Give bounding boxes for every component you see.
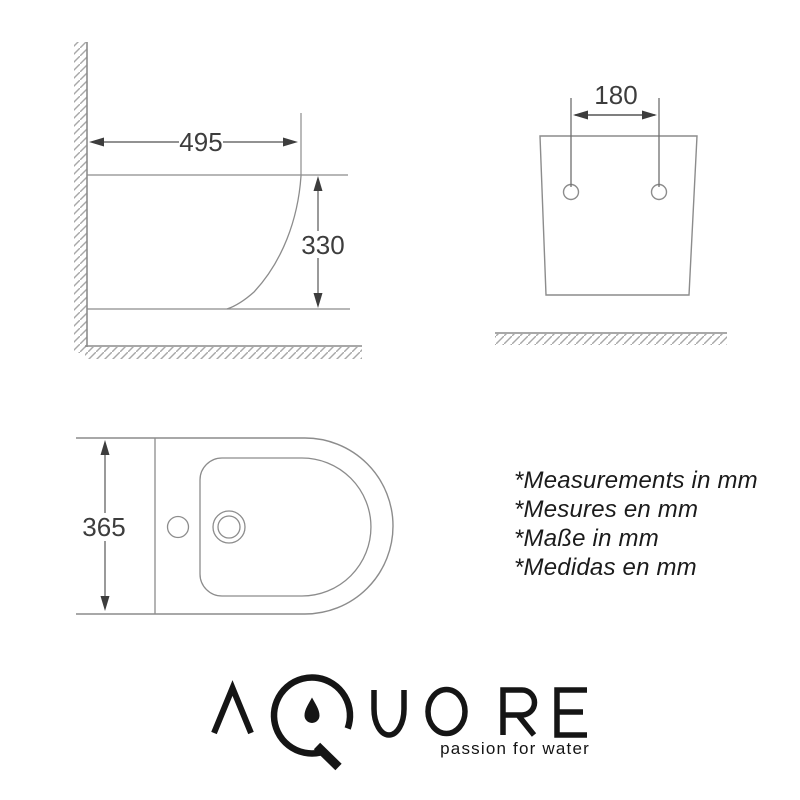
arrow-left-icon <box>573 111 588 120</box>
logo-q-tail <box>317 746 339 767</box>
water-drop-icon <box>305 698 320 724</box>
logo-letter-r <box>503 690 535 735</box>
note-line-de: *Maße in mm <box>514 525 659 552</box>
height-dimension-label: 330 <box>301 230 345 260</box>
side-view <box>74 42 362 359</box>
depth-dimension-label: 365 <box>82 512 126 542</box>
logo-letter-e <box>557 690 587 735</box>
arrow-left-icon <box>89 138 104 147</box>
plan-basin-outline <box>200 458 371 596</box>
arrow-right-icon <box>642 111 657 120</box>
floor-hatching <box>85 347 362 359</box>
arrow-down-icon <box>314 293 323 308</box>
dimension-495 <box>89 127 298 157</box>
dimension-365 <box>82 440 125 611</box>
bidet-front-curve <box>227 176 301 309</box>
logo-tagline: passion for water <box>440 739 590 758</box>
rear-body-outline <box>540 136 697 295</box>
note-line-es: *Medidas en mm <box>514 554 697 581</box>
arrow-up-icon <box>101 440 110 455</box>
dimension-330 <box>301 176 344 308</box>
logo-letter-u <box>374 690 404 735</box>
arrow-down-icon <box>101 596 110 611</box>
hole-spacing-label: 180 <box>594 80 638 110</box>
rear-view <box>495 80 727 345</box>
ground-hatching <box>495 334 727 345</box>
arrow-right-icon <box>283 138 298 147</box>
measurement-notes <box>514 466 758 582</box>
arrow-up-icon <box>314 176 323 191</box>
note-line-fr: *Mesures en mm <box>514 496 699 523</box>
note-line-en: *Measurements in mm <box>514 467 758 494</box>
width-dimension-label: 495 <box>179 127 223 157</box>
logo-letter-o <box>428 690 465 734</box>
drain-inner <box>218 516 240 538</box>
top-view <box>76 438 393 614</box>
dimension-180 <box>573 80 657 120</box>
wall-hatching <box>74 42 87 353</box>
logo-letter-a <box>214 688 251 733</box>
tap-hole <box>168 517 189 538</box>
